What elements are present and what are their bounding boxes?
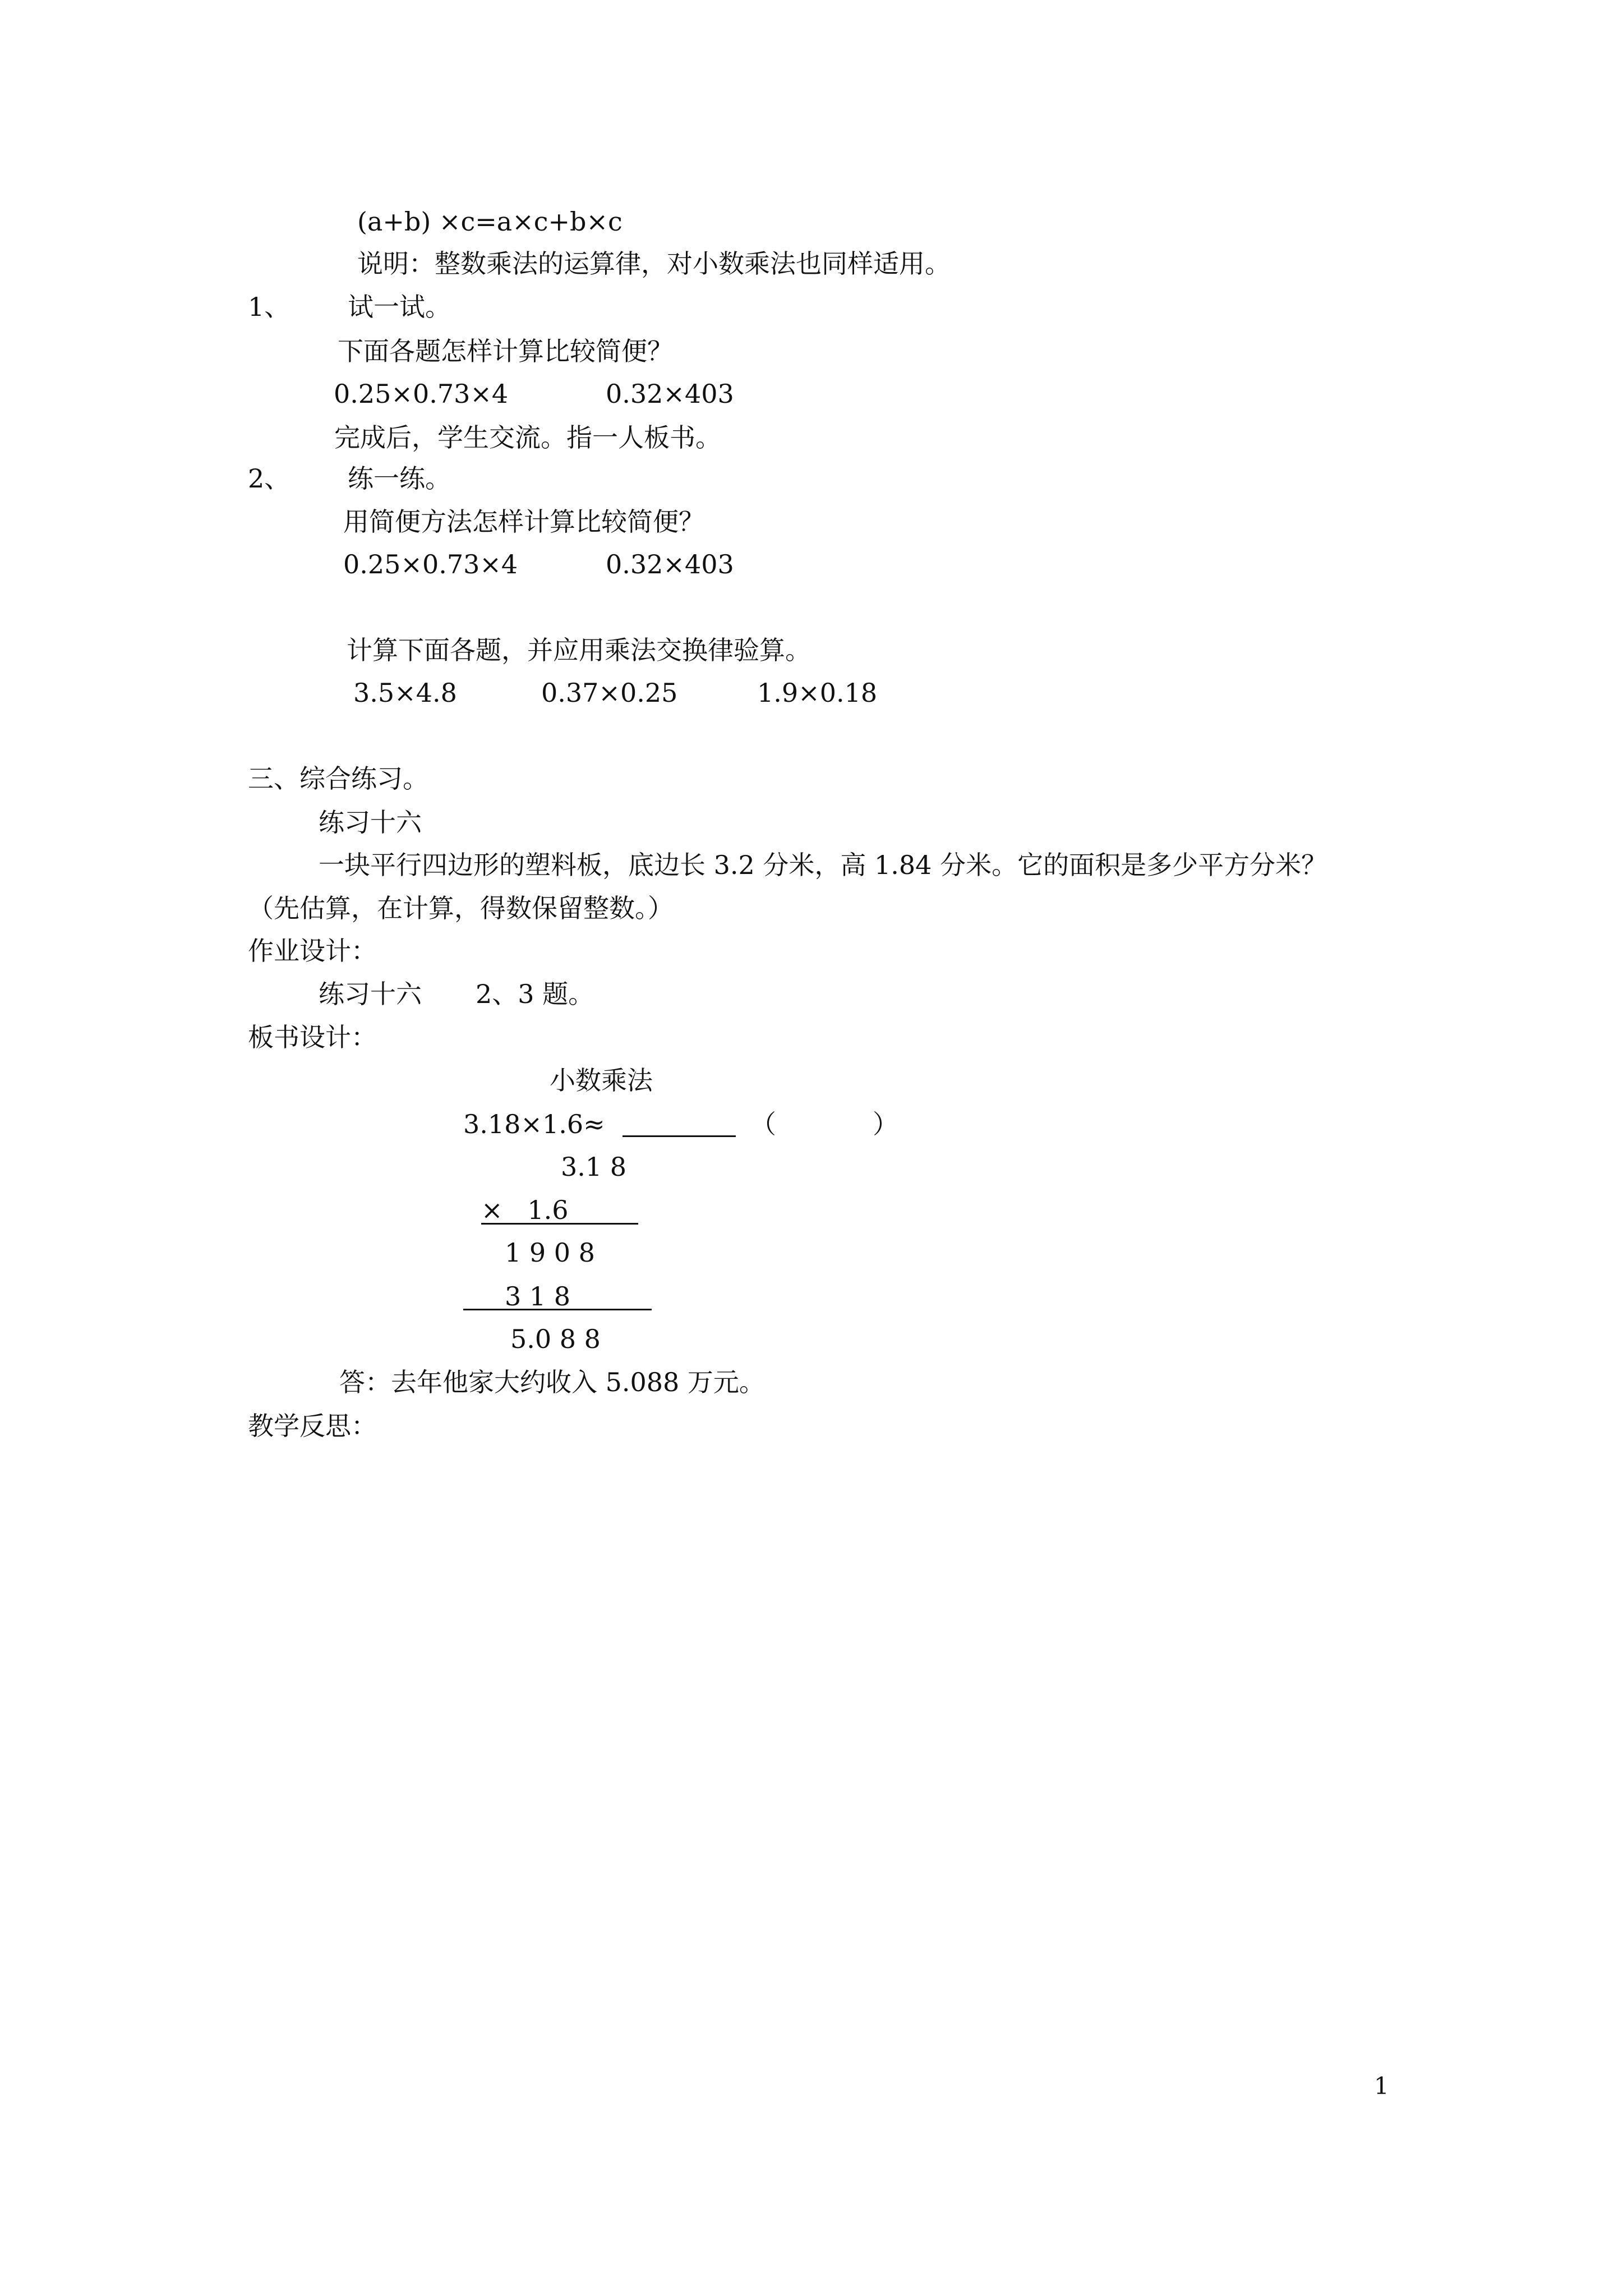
homework-exercise: 练习十六 (319, 979, 422, 1009)
section-2-title: 练一练。 (348, 463, 451, 494)
note-text: 说明：整数乘法的运算律，对小数乘法也同样适用。 (357, 249, 951, 279)
exercise-16-label: 练习十六 (319, 807, 422, 838)
section-3-title: 三、综合练习。 (248, 763, 428, 794)
homework-label: 作业设计： (248, 936, 377, 966)
section-1-question: 下面各题怎样计算比较简便？ (338, 336, 673, 366)
estimate-expr: 3.18×1.6≈ (463, 1109, 605, 1139)
paren-open: （ (750, 1109, 776, 1139)
vertical-multiplicand: 3.1 8 (561, 1152, 627, 1182)
section-2-question: 用简便方法怎样计算比较简便？ (343, 507, 704, 537)
answer-text: 答：去年他家大约收入 5.088 万元。 (339, 1367, 765, 1397)
section-2-expr-2: 0.32×403 (606, 549, 734, 579)
section-2-expr-1: 0.25×0.73×4 (343, 549, 518, 579)
vertical-partial-2: 3 1 8 (505, 1281, 571, 1312)
vertical-rule-1 (481, 1223, 638, 1225)
calc-instruction: 计算下面各题，并应用乘法交换律验算。 (347, 635, 811, 665)
problem-text: 一块平行四边形的塑料板，底边长 3.2 分米，高 1.84 分米。它的面积是多少平方分米？ (319, 850, 1327, 880)
section-1-number: 1、 (248, 292, 291, 322)
vertical-partial-1: 1 9 0 8 (505, 1237, 595, 1268)
vertical-product: 5.0 8 8 (510, 1324, 601, 1354)
section-1-title: 试一试。 (348, 292, 451, 322)
problem-text-continued: （先估算，在计算，得数保留整数。） (248, 893, 674, 923)
section-2-number: 2、 (248, 463, 291, 494)
section-1-expr-1: 0.25×0.73×4 (334, 379, 509, 409)
vertical-multiplier: × 1.6 (481, 1195, 569, 1225)
page-number: 1 (1374, 2072, 1389, 2100)
board-design-label: 板书设计： (248, 1022, 377, 1052)
estimate-blank (623, 1135, 736, 1137)
vertical-rule-2 (463, 1309, 652, 1310)
reflection-label: 教学反思： (248, 1411, 377, 1441)
distributive-formula: (a+b) ×c=a×c+b×c (357, 206, 623, 237)
calc-expr-3: 1.9×0.18 (757, 678, 878, 708)
board-title: 小数乘法 (550, 1065, 653, 1096)
section-1-expr-2: 0.32×403 (606, 379, 734, 409)
calc-expr-2: 0.37×0.25 (541, 678, 678, 708)
section-1-followup: 完成后，学生交流。指一人板书。 (334, 422, 721, 453)
paren-close: ） (873, 1109, 898, 1139)
homework-items: 2、3 题。 (476, 979, 594, 1009)
calc-expr-1: 3.5×4.8 (353, 678, 457, 708)
